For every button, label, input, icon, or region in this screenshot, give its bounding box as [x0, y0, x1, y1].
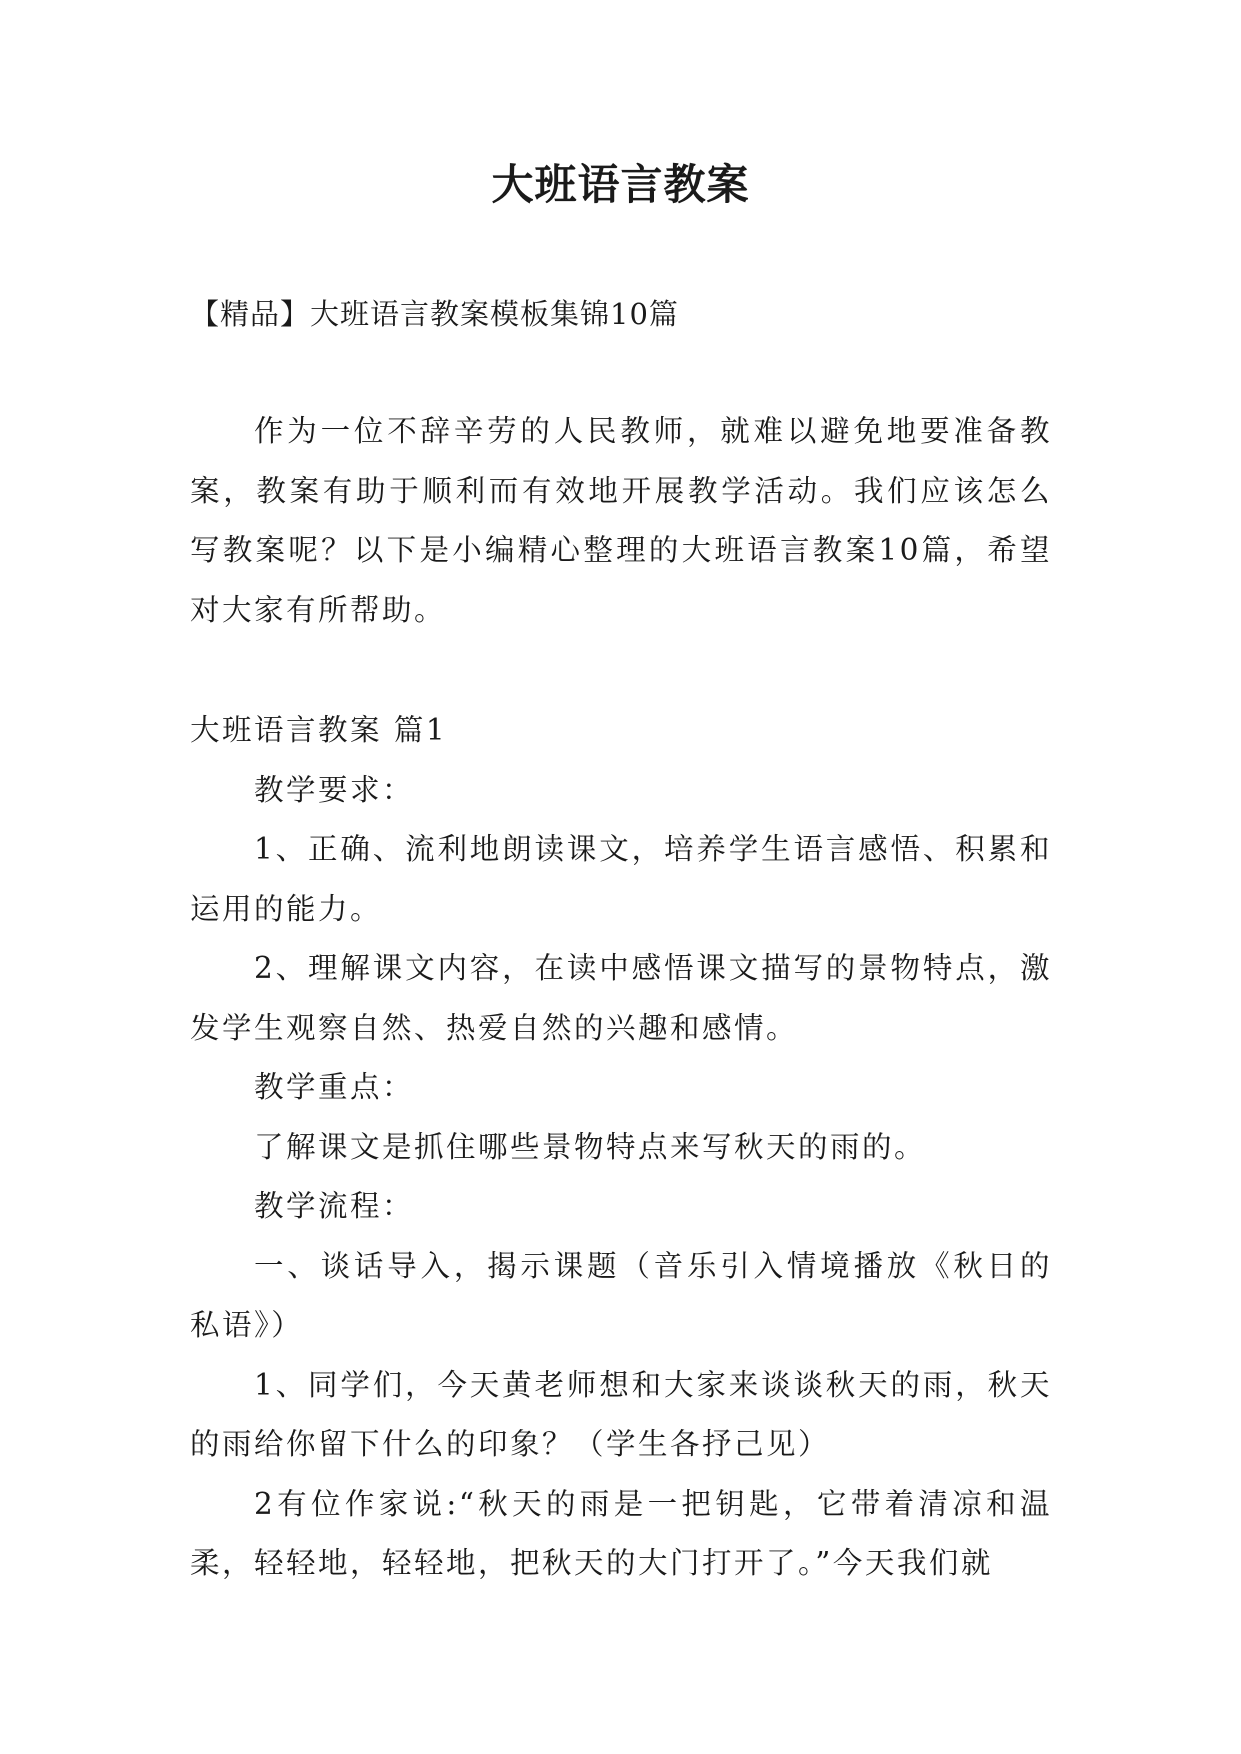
intro-paragraph: 作为一位不辞辛劳的人民教师，就难以避免地要准备教案，教案有助于顺利而有效地开展教学活动。我们应该怎么写教案呢？以下是小编精心整理的大班语言教案10篇，希望对大家有所帮助。	[190, 414, 1052, 627]
body-paragraph: 1、正确、流利地朗读课文，培养学生语言感悟、积累和运用的能力。	[190, 832, 1052, 926]
document-subtitle: 【精品】大班语言教案模板集锦10篇	[190, 297, 679, 331]
body-paragraph: 教学要求：	[254, 772, 415, 807]
body-paragraph: 教学流程：	[254, 1189, 415, 1223]
section-heading: 大班语言教案 篇1	[190, 713, 448, 747]
body-paragraph: 2、理解课文内容，在读中感悟课文描写的景物特点，激发学生观察自然、热爱自然的兴趣和感情。	[190, 951, 1052, 1045]
body-paragraph: 1、同学们，今天黄老师想和大家来谈谈秋天的雨，秋天的雨给你留下什么的印象？（学生各抒己见）	[190, 1367, 1052, 1461]
body-paragraph: 2有位作家说:“秋天的雨是一把钥匙，它带着清凉和温柔，轻轻地，轻轻地，把秋天的大门打开了。”今天我们就	[190, 1486, 1052, 1580]
document-body	[190, 402, 1052, 1594]
document-title: 大班语言教案	[491, 160, 750, 209]
body-paragraph: 一、谈话导入，揭示课题（音乐引入情境播放《秋日的私语》）	[190, 1248, 1052, 1342]
body-paragraph: 教学重点：	[254, 1070, 415, 1104]
body-paragraph: 了解课文是抓住哪些景物特点来写秋天的雨的。	[254, 1129, 927, 1164]
